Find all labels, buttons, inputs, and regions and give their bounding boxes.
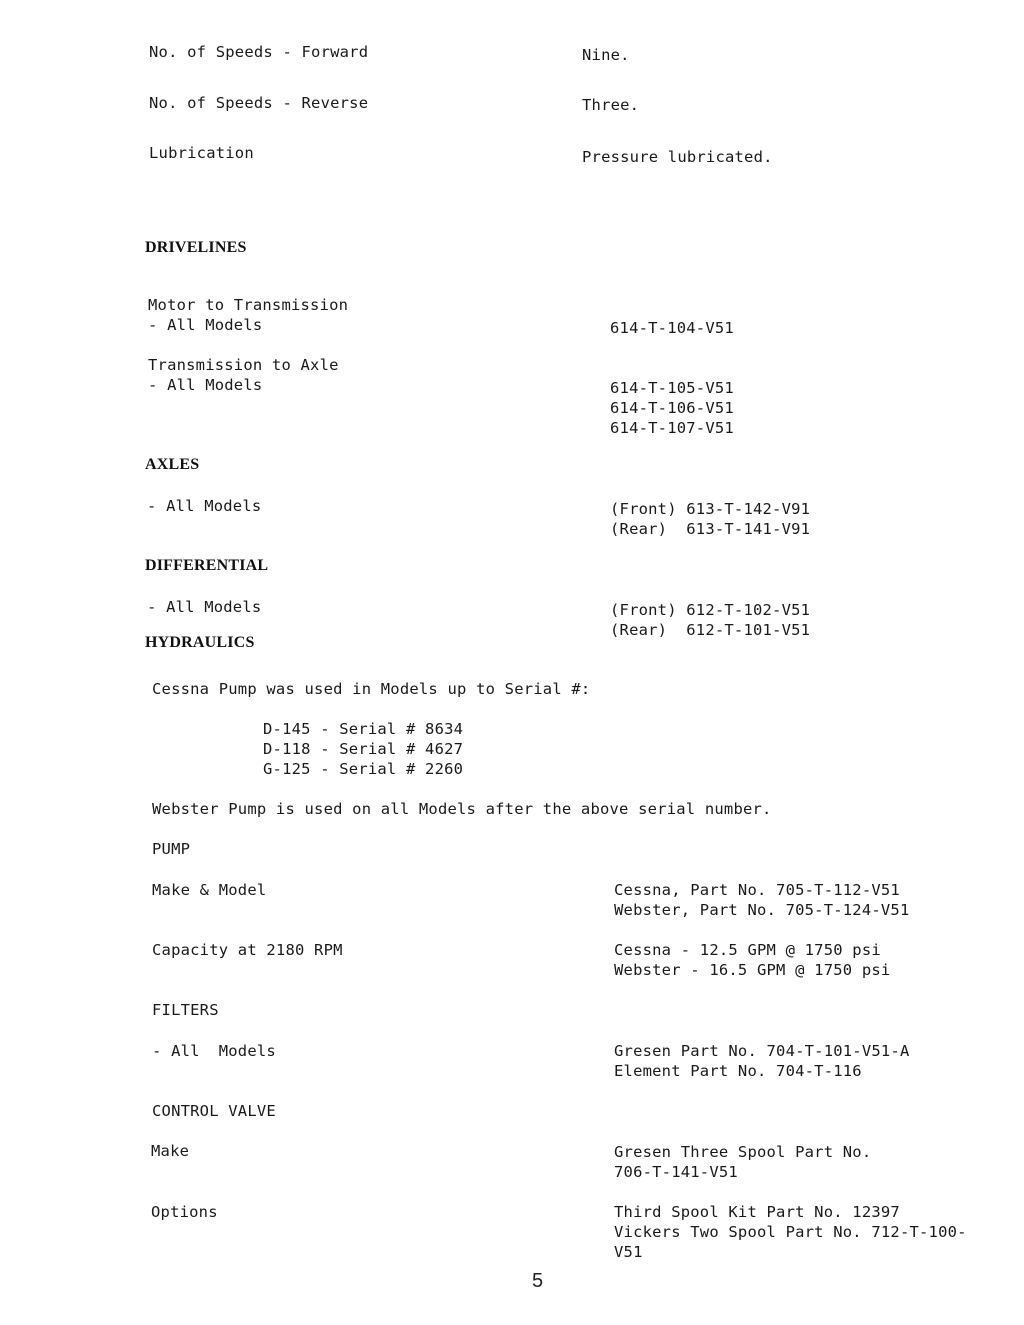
- trans-driveline-part: 614-T-106-V51: [610, 399, 734, 417]
- pump-make-line: Webster, Part No. 705-T-124-V51: [614, 901, 910, 919]
- differential-front-part: (Front) 612-T-102-V51: [610, 601, 811, 619]
- hydraulics-heading: HYDRAULICS: [145, 634, 255, 651]
- filter-part-line: Gresen Part No. 704-T-101-V51-A: [614, 1042, 910, 1060]
- pump-make-line: Cessna, Part No. 705-T-112-V51: [614, 881, 900, 899]
- control-valve-make-line: Gresen Three Spool Part No.: [614, 1143, 872, 1161]
- forward-speeds-label: No. of Speeds - Forward: [149, 43, 369, 61]
- axle-front-part: (Front) 613-T-142-V91: [610, 500, 811, 518]
- pump-heading: PUMP: [152, 840, 191, 858]
- serial-line: G-125 - Serial # 2260: [263, 760, 464, 778]
- motor-driveline-part: 614-T-104-V51: [610, 319, 734, 337]
- axles-all-models-label: - All Models: [147, 497, 262, 515]
- serial-line: D-145 - Serial # 8634: [263, 720, 464, 738]
- control-valve-make-line: 706-T-141-V51: [614, 1163, 738, 1181]
- control-valve-options-label: Options: [151, 1203, 218, 1221]
- filters-all-models-label: - All Models: [152, 1042, 276, 1060]
- pump-capacity-line: Cessna - 12.5 GPM @ 1750 psi: [614, 941, 881, 959]
- cessna-pump-intro: Cessna Pump was used in Models up to Serial #:: [152, 680, 591, 698]
- trans-all-models-label: - All Models: [148, 376, 263, 394]
- forward-speeds-value: Nine.: [582, 46, 630, 64]
- serial-line: D-118 - Serial # 4627: [263, 740, 464, 758]
- pump-make-label: Make & Model: [152, 881, 267, 899]
- differential-all-models-label: - All Models: [147, 598, 262, 616]
- motor-all-models-label: - All Models: [148, 316, 263, 334]
- pump-capacity-line: Webster - 16.5 GPM @ 1750 psi: [614, 961, 891, 979]
- trans-driveline-part: 614-T-105-V51: [610, 379, 734, 397]
- control-valve-options-line: Vickers Two Spool Part No. 712-T-100-: [614, 1223, 967, 1241]
- lubrication-label: Lubrication: [149, 144, 254, 162]
- transmission-to-axle-label: Transmission to Axle: [148, 356, 339, 374]
- reverse-speeds-label: No. of Speeds - Reverse: [149, 94, 369, 112]
- pump-capacity-label: Capacity at 2180 RPM: [152, 941, 343, 959]
- drivelines-heading: DRIVELINES: [145, 239, 247, 256]
- page-number: 5: [532, 1270, 544, 1292]
- differential-rear-part: (Rear) 612-T-101-V51: [610, 621, 811, 639]
- filters-heading: FILTERS: [152, 1001, 219, 1019]
- axle-rear-part: (Rear) 613-T-141-V91: [610, 520, 811, 538]
- trans-driveline-part: 614-T-107-V51: [610, 419, 734, 437]
- motor-to-transmission-label: Motor to Transmission: [148, 296, 349, 314]
- control-valve-options-line: Third Spool Kit Part No. 12397: [614, 1203, 900, 1221]
- axles-heading: AXLES: [145, 456, 200, 473]
- control-valve-options-line: V51: [614, 1243, 643, 1261]
- differential-heading: DIFFERENTIAL: [145, 557, 269, 574]
- control-valve-heading: CONTROL VALVE: [152, 1102, 276, 1120]
- control-valve-make-label: Make: [151, 1142, 190, 1160]
- filter-part-line: Element Part No. 704-T-116: [614, 1062, 862, 1080]
- reverse-speeds-value: Three.: [582, 96, 640, 114]
- lubrication-value: Pressure lubricated.: [582, 148, 773, 166]
- webster-pump-note: Webster Pump is used on all Models after the above serial number.: [152, 800, 772, 818]
